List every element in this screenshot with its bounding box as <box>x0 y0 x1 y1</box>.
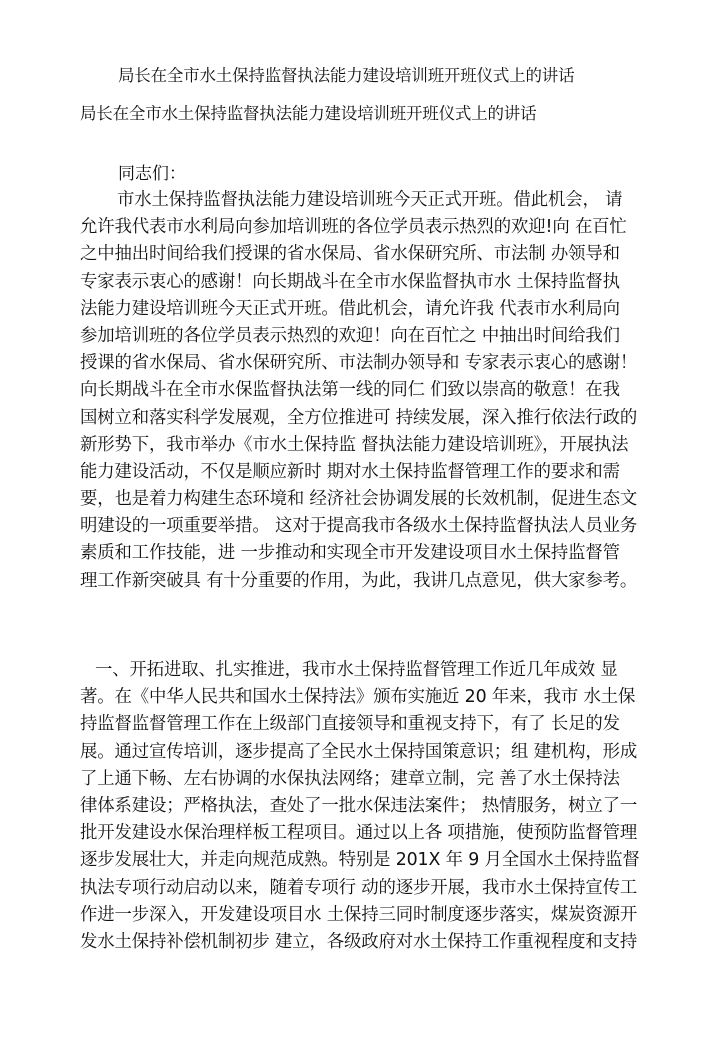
paragraph-line: 一、开拓进取、扎实推进，我市水土保持监督管理工作近几年成效 显 <box>95 660 618 680</box>
paragraph-line: 素质和工作技能，进 一步推动和实现全市开发建设项目水土保持监督管 <box>80 543 620 564</box>
document-title: 局长在全市水土保持监督执法能力建设培训班开班仪式上的讲话 <box>118 66 575 85</box>
paragraph-line: 执法专项行动启动以来，随着专项行 动的逐步开展，我市水土保持宣传工 <box>80 877 638 898</box>
paragraph-line: 逐步发展壮大，并走向规范成熟。特别是 201X 年 9 月全国水土保持监督 <box>80 850 640 871</box>
paragraph-line: 之中抽出时间给我们授课的省水保局、省水保研究所、市法制 办领导和 <box>80 244 620 265</box>
greeting: 同志们： <box>118 164 186 184</box>
document-title-repeat: 局长在全市水土保持监督执法能力建设培训班开班仪式上的讲话 <box>80 104 537 123</box>
paragraph-line: 法能力建设培训班今天正式开班。借此机会，请允许我 代表市水利局向 <box>80 298 620 319</box>
paragraph-line: 了上通下畅、左右协调的水保执法网络；建章立制，完 善了水土保持法 <box>80 768 620 789</box>
paragraph-line: 向长期战斗在全市水保监督执法第一线的同仁 们致以崇高的敬意！在我 <box>80 380 620 401</box>
paragraph-line: 专家表示衷心的感谢！向长期战斗在全市水保监督执市水 土保持监督执 <box>80 271 620 292</box>
paragraph-line: 参加培训班的各位学员表示热烈的欢迎！向在百忙之 中抽出时间给我们 <box>80 325 620 346</box>
paragraph-opening <box>80 187 660 595</box>
paragraph-line: 展。通过宣传培训，逐步提高了全民水土保持国策意识；组 建机构，形成 <box>80 741 638 762</box>
paragraph-line: 著。在《中华人民共和国水土保持法》颁布实施近 20 年来，我市 水土保 <box>80 687 636 708</box>
paragraph-line: 国树立和落实科学发展观，全方位推进可 持续发展，深入推行依法行政的 <box>80 407 638 428</box>
paragraph-section-one <box>80 657 660 956</box>
paragraph-line: 能力建设活动，不仅是顺应新时 期对水土保持监督管理工作的要求和需 <box>80 461 620 482</box>
paragraph-line: 明建设的一项重要举措。 这对于提高我市各级水土保持监督执法人员业务 <box>80 516 638 537</box>
paragraph-line: 市水土保持监督执法能力建设培训班今天正式开班。借此机会， 请 <box>117 190 623 210</box>
paragraph-line: 持监督监督管理工作在上级部门直接领导和重视支持下，有了 长足的发 <box>80 714 620 735</box>
paragraph-line: 要，也是着力构建生态环境和 经济社会协调发展的长效机制，促进生态文 <box>80 489 638 510</box>
paragraph-line: 理工作新突破具 有十分重要的作用，为此，我讲几点意见，供大家参考。 <box>80 570 638 591</box>
paragraph-line: 作进一步深入，开发建设项目水 土保持三同时制度逐步落实，煤炭资源开 <box>80 904 638 925</box>
paragraph-line: 授课的省水保局、省水保研究所、市法制办领导和 专家表示衷心的感谢！ <box>80 353 638 374</box>
paragraph-line: 批开发建设水保治理样板工程项目。通过以上各 项措施，使预防监督管理 <box>80 823 638 844</box>
paragraph-line: 允许我代表市水利局向参加培训班的各位学员表示热烈的欢迎!向 在百忙 <box>80 217 627 238</box>
paragraph-line: 发水土保持补偿机制初步 建立，各级政府对水土保持工作重视程度和支持 <box>80 931 638 952</box>
paragraph-line: 律体系建设；严格执法，查处了一批水保违法案件； 热情服务，树立了一 <box>80 795 638 816</box>
paragraph-line: 新形势下，我市举办《市水土保持监 督执法能力建设培训班》，开展执法 <box>80 434 629 455</box>
